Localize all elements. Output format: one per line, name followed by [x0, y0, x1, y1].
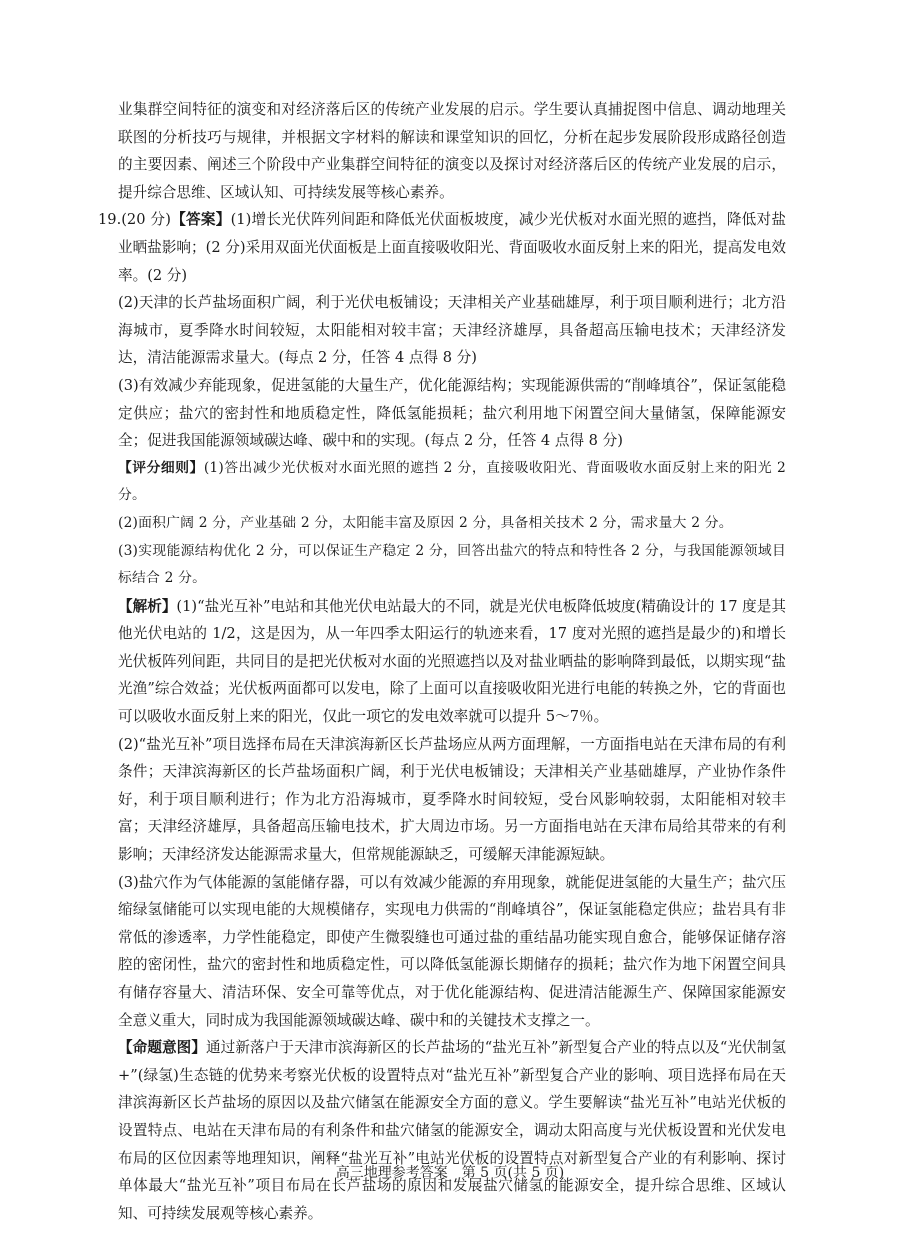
analysis-part-1: (1)“盐光互补”电站和其他光伏电站最大的不同，就是光伏电板降低坡度(精确设计的 17 度是其他光伏电站的 1/2，这是因为，从一年四季太阳运行的轨迹来看，17 度对光照的遮挡是最少的)和增长光伏板阵列间距，共同目的是把光伏板对水面的光照遮挡以及对盐业晒盐的影响降到最低，以期实现“盐光渔”综合效益；光伏板两面都可以发电，除了上面可以直接吸收阳光进行电能的转换之外，它的背面也可以吸收水面反射上来的阳光，仅此一项它的发电效率就可以提升 5～7％。: [118, 597, 786, 726]
answer-part-1: (1)增长光伏阵列间距和降低光伏面板坡度，减少光伏板对水面光照的遮挡，降低对盐业晒盐影响；(2 分)采用双面光伏面板是上面直接吸收阳光、背面吸收水面反射上来的阳光，提高发电效率。(2 分): [118, 211, 786, 284]
answer-content: [98, 96, 786, 1227]
intent: [118, 1034, 786, 1227]
question-number: 19.: [98, 211, 122, 229]
question-score: (20 分): [121, 211, 171, 229]
analysis-tag: 【解析】: [118, 597, 177, 615]
analysis-1: [118, 593, 786, 731]
page-footer: 高三地理参考答案 第 5 页(共 5 页): [335, 1165, 565, 1181]
rubric-part-3: (3)实现能源结构优化 2 分，可以保证生产稳定 2 分，回答出盐穴的特点和特性各 2 分，与我国能源领域目标结合 2 分。: [118, 542, 786, 587]
answer-part-3: (3)有效减少弃能现象，促进氢能的大量生产，优化能源结构；实现能源供需的“削峰填谷”，保证氢能稳定供应；盐穴的密封性和地质稳定性，降低氢能损耗；盐穴利用地下闲置空间大量储氢，保障能源安全；促进我国能源领域碳达峰、碳中和的实现。(每点 2 分，任答 4 点得 8 分): [118, 376, 786, 450]
rubric-tag: 【评分细则】: [118, 459, 204, 476]
rubric-part-2: (2)面积广阔 2 分，产业基础 2 分，太阳能丰富及原因 2 分，具备相关技术 2 分，需求量大 2 分。: [118, 514, 733, 531]
intent-text: 通过新落户于天津市滨海新区的长芦盐场的“盐光互补”新型复合产业的特点以及“光伏制氢+”(绿氢)生态链的优势来考察光伏板的设置特点对“盐光互补”新型复合产业的影响、项目选择布局在天津滨海新区长芦盐场的原因以及盐穴储氢在能源安全方面的意义。学生要解读“盐光互补”电站光伏板的设置特点、电站在天津布局的有利条件和盐穴储氢的能源安全，调动太阳高度与光伏板设置和光伏发电布局的区位因素等地理知识，阐释“盐光互补”电站光伏板的设置特点对新型复合产业的有利影响、探讨单体最大“盐光互补”项目布局在长芦盐场的原因和发展盐穴储氢的能源安全，提升综合思维、区域认知、可持续发展观等核心素养。: [118, 1039, 786, 1222]
answer-tag: 【答案】: [170, 211, 231, 229]
intent-tag: 【命题意图】: [118, 1039, 207, 1057]
analysis-part-3: (3)盐穴作为气体能源的氢能储存器，可以有效减少能源的弃用现象，就能促进氢能的大量生产；盐穴压缩绿氢储能可以实现电能的大规模储存，实现电力供需的“削峰填谷”，保证氢能稳定供应；盐岩具有非常低的渗透率，力学性能稳定，即使产生微裂缝也可通过盐的重结晶功能实现自愈合，能够保证储存溶腔的密闭性，盐穴的密封性和地质稳定性，可以降低氢能源长期储存的损耗；盐穴作为地下闲置空间具有储存容量大、清洁环保、安全可靠等优点，对于优化能源结构、促进清洁能源生产、保障国家能源安全意义重大，同时成为我国能源领域碳达峰、碳中和的关键技术支撑之一。: [118, 873, 786, 1029]
answer-part-2: (2)天津的长芦盐场面积广阔，利于光伏电板铺设；天津相关产业基础雄厚，利于项目顺利进行；北方沿海城市，夏季降水时间较短，太阳能相对较丰富；天津经济雄厚，具备超高压输电技术；天津经济发达，清洁能源需求量大。(每点 2 分，任答 4 点得 8 分): [118, 294, 786, 367]
rubric-part-1: (1)答出减少光伏板对水面光照的遮挡 2 分，直接吸收阳光、背面吸收水面反射上来的阳光 2 分。: [118, 459, 786, 504]
analysis-part-2: (2)“盐光互补”项目选择布局在天津滨海新区长芦盐场应从两方面理解，一方面指电站在天津布局的有利条件；天津滨海新区的长芦盐场面积广阔，利于光伏电板铺设；天津相关产业基础雄厚，产业协作条件好，利于项目顺利进行；作为北方沿海城市，夏季降水时间较短，受台风影响较弱，太阳能相对较丰富；天津经济雄厚，具备超高压输电技术，扩大周边市场。另一方面指电站在天津布局给其带来的有利影响；天津经济发达能源需求量大，但常规能源缺乏，可缓解天津能源短缺。: [118, 735, 786, 864]
question-19-answer-1: [98, 206, 786, 289]
rubric-1: [118, 455, 786, 510]
paragraph-continuation: 业集群空间特征的演变和对经济落后区的传统产业发展的启示。学生要认真捕捉图中信息、调动地理关联图的分析技巧与规律，并根据文字材料的解读和课堂知识的回忆，分析在起步发展阶段形成路径创造的主要因素、阐述三个阶段中产业集群空间特征的演变以及探讨对经济落后区的传统产业发展的启示，提升综合思维、区域认知、可持续发展等核心素养。: [118, 101, 786, 201]
